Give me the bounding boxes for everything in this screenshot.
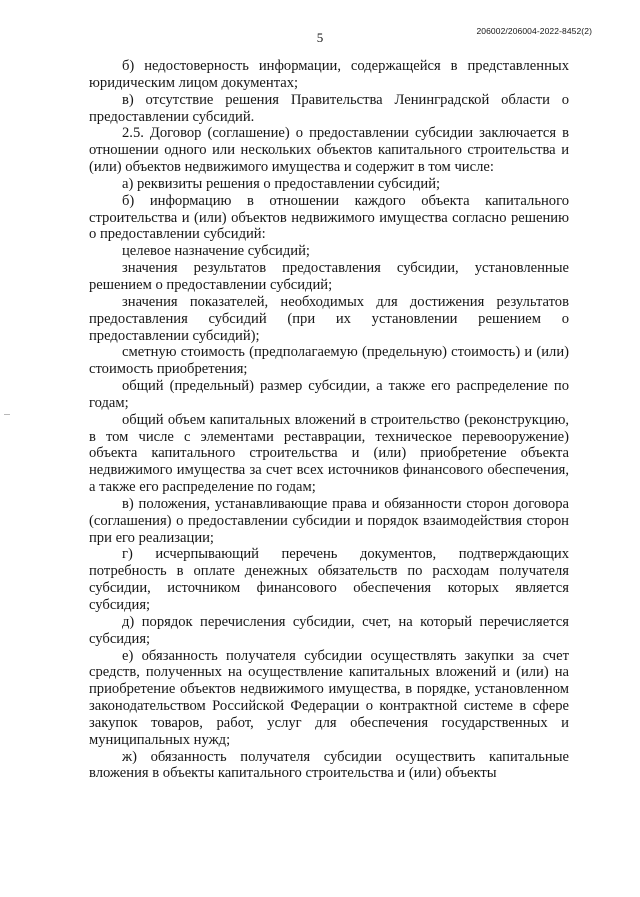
document-id: 206002/206004-2022-8452(2) xyxy=(476,26,592,36)
paragraph-2-5-agreement: 2.5. Договор (соглашение) о предоставлении субсидии заключается в отношении одного или нескольких объектов капитального строительства и (или) объектов недвижимого имущества и содержит в том числе: xyxy=(89,125,569,176)
paragraph-estimated-cost: сметную стоимость (предполагаемую (предельную) стоимость) и (или) стоимость приобретения; xyxy=(89,344,569,378)
paragraph-target-purpose: целевое назначение субсидий; xyxy=(122,243,310,260)
document-body xyxy=(89,58,569,782)
paragraph-indicator-values: значения показателей, необходимых для достижения результатов предоставления субсидий (при их установлении решением о предоставлении субсидий); xyxy=(89,293,569,344)
paragraph-total-subsidy: общий (предельный) размер субсидии, а также его распределение по годам; xyxy=(89,378,569,411)
paragraph-a-decision-details: а) реквизиты решения о предоставлении субсидий; xyxy=(122,175,441,192)
paragraph-b-object-info: б) информацию в отношении каждого объекта капитального строительства и (или) объектов недвижимого имущества согласно решению о предоставлении субсидий: xyxy=(89,192,569,243)
paragraph-v-no-decision: в) отсутствие решения Правительства Ленинградской области о предоставлении субсидий. xyxy=(89,91,569,125)
paragraph-zh-investment-obligation: ж) обязанность получателя субсидии осуществить капитальные вложения в объекты капитального строительства и (или) объекты xyxy=(89,748,569,782)
paragraph-total-investment: общий объем капитальных вложений в строительство (реконструкцию, в том числе с элементами реставрации, техническое перевооружение) объекта капитального строительства и (или) приобретение объекта недвижимого имущества за счет всех источников финансового обеспечения, а также его распределение по годам; xyxy=(89,411,569,496)
paragraph-d-transfer-procedure: д) порядок перечисления субсидии, счет, на который перечисляется субсидия; xyxy=(89,613,569,647)
paragraph-e-procurement-obligation: е) обязанность получателя субсидии осуществлять закупки за счет средств, полученных на осуществление капитальных вложений и (или) на приобретение объектов недвижимого имущества, в порядке, установленном законодательством Российской Федерации о контрактной системе в сфере закупок товаров, работ, услуг для обеспечения государственных и муниципальных нужд; xyxy=(89,647,569,748)
page-number: 5 xyxy=(316,30,324,45)
paragraph-v-rights-obligations: в) положения, устанавливающие права и обязанности сторон договора (соглашения) о предоставлении субсидии и порядок взаимодействия сторон при его реализации; xyxy=(89,495,569,546)
paragraph-result-values: значения результатов предоставления субсидии, установленные решением о предоставлении субсидий; xyxy=(89,260,569,293)
paragraph-b-unreliable-info: б) недостоверность информации, содержащейся в представленных юридическим лицом документах; xyxy=(89,58,569,91)
paragraph-g-documents-list: г) исчерпывающий перечень документов, подтверждающих потребность в оплате денежных обязательств по расходам получателя субсидии, источником финансового обеспечения которых является субсидия; xyxy=(89,546,569,613)
margin-mark xyxy=(4,414,10,415)
